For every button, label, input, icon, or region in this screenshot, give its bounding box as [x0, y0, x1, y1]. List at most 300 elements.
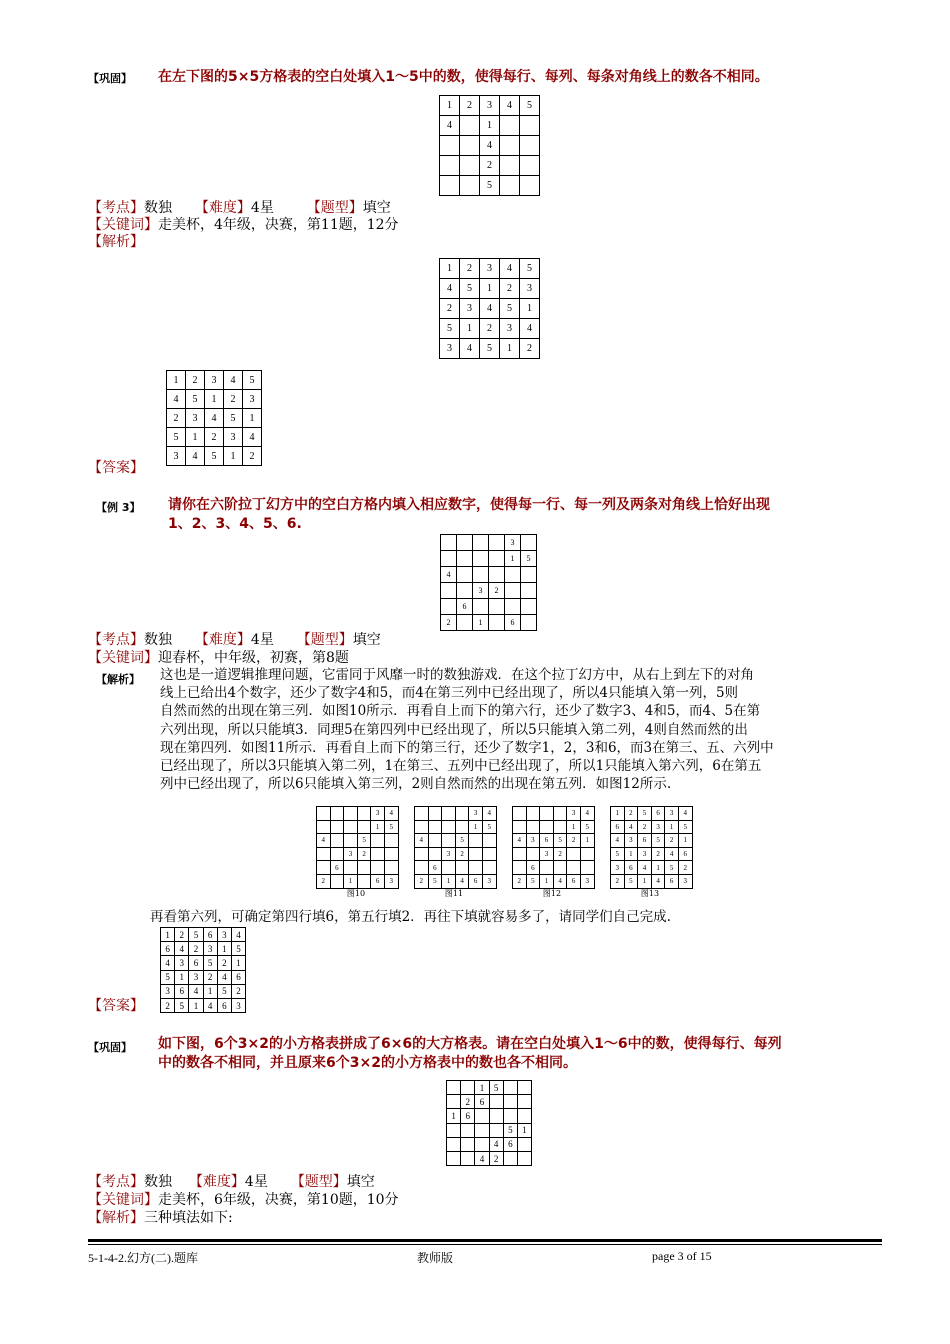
- grid-cell: 4: [203, 998, 217, 1012]
- grid-cell: 3: [624, 834, 638, 848]
- grid-cell: [457, 535, 473, 551]
- grid-cell: 1: [475, 1081, 489, 1095]
- grid-cell: [517, 1081, 531, 1095]
- nandu-value: 4星: [250, 632, 274, 648]
- grid-cell: 3: [205, 371, 224, 390]
- grid-cell: 6: [540, 834, 554, 848]
- grid-row: [447, 1095, 532, 1109]
- grid-row: [415, 834, 497, 848]
- grid-cell: [503, 1081, 517, 1095]
- grid-cell: 1: [460, 319, 480, 339]
- grid-cell: 1: [167, 371, 186, 390]
- grid-cell: [520, 176, 540, 196]
- grid-cell: [469, 861, 483, 875]
- figure-11-grid: [414, 806, 497, 889]
- grid-cell: 1: [505, 551, 521, 567]
- grid-row: [167, 390, 262, 409]
- grid-cell: 4: [460, 339, 480, 359]
- grid-cell: 2: [175, 928, 189, 942]
- grid-cell: 2: [440, 299, 460, 319]
- grid-cell: [513, 820, 527, 834]
- grid-cell: 1: [442, 874, 456, 888]
- paragraph-line: 已经出现了，所以3只能填入第二列，1在第三、五列中已经出现了，所以1只能填入第六列，6在第五: [160, 758, 762, 775]
- grid-cell: 1: [480, 116, 500, 136]
- grid-cell: [457, 615, 473, 631]
- grid-cell: [520, 136, 540, 156]
- grid-cell: [330, 874, 344, 888]
- grid-cell: [442, 820, 456, 834]
- grid-row: [161, 970, 246, 984]
- grid-cell: 2: [224, 390, 243, 409]
- grid-cell: [489, 567, 505, 583]
- grid-cell: 1: [611, 807, 625, 821]
- grid-cell: 3: [203, 942, 217, 956]
- grid-cell: 1: [189, 998, 203, 1012]
- grid-row: [415, 807, 497, 821]
- grid-cell: [384, 861, 398, 875]
- grid-cell: [567, 861, 581, 875]
- grid-cell: 3: [480, 259, 500, 279]
- grid-cell: 3: [520, 279, 540, 299]
- q3-meta-line2: [88, 1192, 399, 1209]
- kaodian-label: 【考点】: [88, 200, 144, 216]
- grid-row: [611, 874, 693, 888]
- grid-cell: [344, 861, 358, 875]
- grid-cell: [489, 551, 505, 567]
- kaodian-label: 【考点】: [88, 632, 144, 648]
- q2-meta-line2: [88, 650, 349, 667]
- grid-cell: [517, 1095, 531, 1109]
- grid-cell: 3: [243, 390, 262, 409]
- jiexi-value: 三种填法如下:: [144, 1210, 233, 1226]
- grid-cell: [442, 861, 456, 875]
- grid-cell: [520, 156, 540, 176]
- grid-cell: [580, 861, 594, 875]
- grid-cell: [441, 551, 457, 567]
- grid-cell: 2: [489, 1151, 503, 1165]
- grid-row: [611, 820, 693, 834]
- q1-meta-line2: [88, 217, 399, 234]
- grid-cell: 1: [520, 299, 540, 319]
- grid-cell: 5: [480, 176, 500, 196]
- keywords-value: 走美杯，4年级，决赛，第11题，12分: [158, 217, 399, 233]
- daan-label: 【答案】: [88, 998, 144, 1014]
- grid-cell: 1: [205, 390, 224, 409]
- q1-grid: [439, 95, 540, 196]
- grid-cell: 1: [638, 874, 652, 888]
- grid-cell: [469, 834, 483, 848]
- grid-cell: 3: [167, 447, 186, 466]
- grid-cell: 3: [526, 834, 540, 848]
- grid-cell: [371, 834, 385, 848]
- grid-cell: [521, 615, 537, 631]
- grid-cell: 5: [624, 874, 638, 888]
- tixing-value: 填空: [346, 1174, 375, 1190]
- grid-cell: [455, 807, 469, 821]
- footer-rule-thick: [88, 1239, 882, 1242]
- grid-cell: 1: [231, 956, 245, 970]
- grid-cell: [500, 136, 520, 156]
- grid-cell: [521, 599, 537, 615]
- grid-cell: [457, 567, 473, 583]
- grid-row: [447, 1109, 532, 1123]
- grid-cell: 2: [186, 371, 205, 390]
- grid-cell: 4: [175, 942, 189, 956]
- grid-cell: [461, 1137, 475, 1151]
- grid-cell: 2: [357, 847, 371, 861]
- grid-cell: 1: [651, 861, 665, 875]
- grid-cell: 5: [520, 259, 540, 279]
- grid-row: [317, 820, 399, 834]
- grid-cell: [344, 807, 358, 821]
- grid-cell: 4: [440, 279, 460, 299]
- grid-cell: 5: [489, 1081, 503, 1095]
- grid-cell: 1: [567, 820, 581, 834]
- grid-cell: [442, 834, 456, 848]
- grid-cell: [526, 820, 540, 834]
- keywords-value: 走美杯，6年级，决赛，第10题，10分: [158, 1192, 399, 1208]
- footer-left: 5-1-4-2.幻方(二).题库: [88, 1251, 198, 1265]
- kaodian-value: 数独: [144, 200, 172, 216]
- grid-cell: [317, 807, 331, 821]
- grid-cell: 5: [357, 834, 371, 848]
- grid-cell: 4: [611, 834, 625, 848]
- grid-cell: 5: [175, 998, 189, 1012]
- grid-cell: [473, 567, 489, 583]
- grid-cell: [553, 820, 567, 834]
- grid-cell: 2: [489, 583, 505, 599]
- grid-cell: 3: [224, 428, 243, 447]
- paragraph-line: 这也是一道逻辑推理问题，它雷同于风靡一时的数独游戏．在这个拉丁幻方中，从右上到左下的对角: [160, 667, 754, 683]
- grid-cell: [457, 583, 473, 599]
- q3-stem-line1: 如下图，6个3×2的小方格表拼成了6×6的大方格表。请在空白处填入1～6中的数，使得每行、每列: [158, 1036, 782, 1052]
- grid-cell: 1: [469, 820, 483, 834]
- grid-cell: 2: [217, 956, 231, 970]
- grid-cell: 1: [440, 96, 460, 116]
- grid-cell: [473, 535, 489, 551]
- grid-cell: 2: [461, 1095, 475, 1109]
- grid-cell: 2: [203, 970, 217, 984]
- grid-cell: 6: [503, 1137, 517, 1151]
- grid-cell: [440, 136, 460, 156]
- grid-cell: 5: [580, 820, 594, 834]
- grid-cell: 4: [161, 956, 175, 970]
- grid-cell: 2: [520, 339, 540, 359]
- grid-cell: 4: [231, 928, 245, 942]
- grid-row: [161, 942, 246, 956]
- grid-row: [611, 861, 693, 875]
- grid-row: [441, 599, 537, 615]
- tixing-label: 【题型】: [290, 1174, 347, 1190]
- grid-row: [611, 834, 693, 848]
- grid-cell: [447, 1081, 461, 1095]
- grid-cell: 4: [651, 874, 665, 888]
- grid-cell: [441, 583, 457, 599]
- grid-cell: 2: [500, 279, 520, 299]
- grid-row: [513, 807, 595, 821]
- paragraph-line: 六列出现，所以只能填3．同理5在第四列中已经出现了，所以5只能填入第二列，4则自然而然的出: [160, 721, 748, 738]
- grid-cell: 4: [624, 820, 638, 834]
- footer-rule-thin: [88, 1244, 882, 1245]
- grid-row: [440, 116, 540, 136]
- grid-row: [161, 984, 246, 998]
- grid-cell: 2: [205, 428, 224, 447]
- grid-row: [167, 428, 262, 447]
- grid-cell: 4: [665, 847, 679, 861]
- grid-cell: [489, 1123, 503, 1137]
- grid-cell: 2: [455, 847, 469, 861]
- grid-cell: 4: [480, 299, 500, 319]
- grid-cell: 4: [224, 371, 243, 390]
- grid-cell: 3: [217, 928, 231, 942]
- grid-cell: 2: [243, 447, 262, 466]
- grid-cell: [330, 820, 344, 834]
- grid-row: [440, 156, 540, 176]
- grid-cell: [540, 820, 554, 834]
- grid-cell: 2: [651, 847, 665, 861]
- grid-cell: 6: [567, 874, 581, 888]
- figure-13-caption: 图13: [640, 889, 660, 898]
- grid-cell: 5: [205, 447, 224, 466]
- grid-cell: 3: [480, 96, 500, 116]
- grid-cell: [475, 1123, 489, 1137]
- grid-cell: 3: [344, 847, 358, 861]
- grid-cell: [521, 535, 537, 551]
- grid-cell: [455, 820, 469, 834]
- grid-cell: [415, 820, 429, 834]
- grid-row: [415, 820, 497, 834]
- grid-cell: 3: [189, 970, 203, 984]
- grid-cell: [330, 834, 344, 848]
- footer-page: page 3 of 15: [652, 1249, 712, 1263]
- grid-cell: [460, 176, 480, 196]
- grid-row: [161, 998, 246, 1012]
- grid-cell: 6: [231, 970, 245, 984]
- grid-cell: [415, 847, 429, 861]
- grid-cell: 3: [460, 299, 480, 319]
- grid-cell: [503, 1095, 517, 1109]
- grid-cell: [428, 807, 442, 821]
- grid-row: [167, 371, 262, 390]
- grid-cell: [520, 116, 540, 136]
- jiexi-label: 【解析】: [88, 234, 144, 250]
- grid-cell: [482, 847, 496, 861]
- figure-12-caption: 图12: [542, 889, 562, 898]
- grid-cell: 5: [521, 551, 537, 567]
- grid-cell: 4: [217, 970, 231, 984]
- grid-cell: [460, 136, 480, 156]
- grid-cell: [475, 1109, 489, 1123]
- figure-10-grid: [316, 806, 399, 889]
- kaodian-label: 【考点】: [88, 1174, 144, 1190]
- grid-row: [440, 279, 540, 299]
- grid-cell: 5: [186, 390, 205, 409]
- grid-cell: 1: [517, 1123, 531, 1137]
- grid-cell: 3: [473, 583, 489, 599]
- grid-cell: 4: [441, 567, 457, 583]
- grid-cell: 6: [624, 861, 638, 875]
- grid-cell: [473, 551, 489, 567]
- grid-row: [317, 834, 399, 848]
- tixing-label: 【题型】: [296, 632, 353, 648]
- grid-cell: [440, 156, 460, 176]
- grid-cell: 2: [189, 942, 203, 956]
- grid-cell: 4: [480, 136, 500, 156]
- grid-cell: 4: [167, 390, 186, 409]
- kaodian-value: 数独: [144, 632, 172, 648]
- grid-cell: [500, 116, 520, 136]
- grid-cell: 5: [203, 956, 217, 970]
- q2-stem-line1: 请你在六阶拉丁幻方中的空白方格内填入相应数字，使得每一行、每一列及两条对角线上恰好出现: [168, 497, 770, 513]
- grid-cell: 3: [231, 998, 245, 1012]
- grid-cell: 6: [371, 874, 385, 888]
- grid-cell: 5: [500, 299, 520, 319]
- grid-cell: [357, 820, 371, 834]
- grid-cell: 1: [203, 984, 217, 998]
- grid-row: [441, 567, 537, 583]
- q3-tag: 【巩固】: [88, 1041, 132, 1054]
- grid-cell: 4: [455, 874, 469, 888]
- nandu-value: 4星: [244, 1174, 268, 1190]
- grid-cell: [489, 599, 505, 615]
- grid-cell: [371, 847, 385, 861]
- grid-cell: 4: [475, 1151, 489, 1165]
- grid-cell: 5: [526, 874, 540, 888]
- grid-cell: [540, 861, 554, 875]
- q1-answer-label: [88, 460, 144, 477]
- grid-cell: 6: [651, 807, 665, 821]
- grid-cell: 3: [482, 874, 496, 888]
- grid-cell: 4: [580, 807, 594, 821]
- grid-cell: [553, 861, 567, 875]
- grid-cell: 2: [161, 998, 175, 1012]
- grid-cell: 6: [217, 998, 231, 1012]
- grid-cell: [489, 615, 505, 631]
- q2-stem-line2: 1、2、3、4、5、6.: [168, 516, 302, 532]
- grid-row: [441, 535, 537, 551]
- grid-cell: [447, 1095, 461, 1109]
- grid-cell: 5: [678, 820, 692, 834]
- grid-cell: 5: [217, 984, 231, 998]
- grid-row: [440, 259, 540, 279]
- grid-row: [440, 319, 540, 339]
- grid-row: [161, 956, 246, 970]
- grid-cell: 5: [440, 319, 460, 339]
- grid-cell: [442, 807, 456, 821]
- grid-cell: 1: [217, 942, 231, 956]
- grid-row: [447, 1123, 532, 1137]
- grid-cell: 1: [500, 339, 520, 359]
- grid-cell: [469, 847, 483, 861]
- grid-cell: 1: [440, 259, 460, 279]
- grid-cell: [384, 847, 398, 861]
- grid-row: [441, 583, 537, 599]
- grid-cell: 3: [651, 820, 665, 834]
- grid-row: [415, 847, 497, 861]
- figure-13-grid: [610, 806, 693, 889]
- grid-cell: [505, 567, 521, 583]
- tixing-label: 【题型】: [306, 200, 363, 216]
- grid-cell: 4: [500, 96, 520, 116]
- grid-cell: [357, 861, 371, 875]
- grid-cell: 4: [384, 807, 398, 821]
- grid-cell: [455, 861, 469, 875]
- grid-cell: 4: [186, 447, 205, 466]
- grid-row: [440, 339, 540, 359]
- grid-row: [317, 807, 399, 821]
- grid-cell: [505, 583, 521, 599]
- grid-cell: 4: [317, 834, 331, 848]
- grid-cell: [475, 1137, 489, 1151]
- grid-cell: 5: [243, 371, 262, 390]
- grid-row: [167, 447, 262, 466]
- grid-cell: 2: [567, 834, 581, 848]
- grid-cell: 1: [480, 279, 500, 299]
- grid-cell: 5: [482, 820, 496, 834]
- grid-cell: [461, 1081, 475, 1095]
- grid-cell: [428, 834, 442, 848]
- grid-cell: 3: [567, 807, 581, 821]
- grid-cell: 1: [161, 928, 175, 942]
- grid-cell: [513, 861, 527, 875]
- keywords-label: 【关键词】: [88, 217, 158, 233]
- q2-follow-up: 再看第六列，可确定第四行填6，第五行填2．再往下填就容易多了，请同学们自己完成.: [150, 909, 671, 925]
- grid-cell: 4: [205, 409, 224, 428]
- grid-cell: [580, 847, 594, 861]
- grid-cell: [317, 847, 331, 861]
- grid-cell: [521, 567, 537, 583]
- grid-cell: 5: [161, 970, 175, 984]
- grid-row: [513, 874, 595, 888]
- grid-cell: 2: [460, 259, 480, 279]
- grid-cell: [457, 551, 473, 567]
- grid-cell: 2: [167, 409, 186, 428]
- grid-cell: 6: [505, 615, 521, 631]
- grid-cell: 6: [203, 928, 217, 942]
- grid-cell: 3: [580, 874, 594, 888]
- q1-answer-grid: [166, 370, 262, 466]
- grid-cell: [489, 1109, 503, 1123]
- grid-cell: [489, 535, 505, 551]
- grid-cell: 1: [624, 847, 638, 861]
- grid-cell: [384, 834, 398, 848]
- grid-cell: [344, 820, 358, 834]
- q1-tag: 【巩固】: [88, 72, 132, 85]
- grid-cell: [553, 807, 567, 821]
- grid-row: [611, 847, 693, 861]
- jiexi-label: 【解析】: [88, 1210, 144, 1226]
- grid-cell: [526, 847, 540, 861]
- grid-cell: 2: [480, 319, 500, 339]
- grid-cell: [517, 1137, 531, 1151]
- grid-row: [447, 1151, 532, 1165]
- tixing-value: 填空: [362, 200, 391, 216]
- grid-row: [317, 874, 399, 888]
- grid-cell: 1: [175, 970, 189, 984]
- grid-cell: [428, 847, 442, 861]
- grid-cell: 2: [441, 615, 457, 631]
- grid-cell: [415, 861, 429, 875]
- grid-row: [161, 928, 246, 942]
- nandu-label: 【难度】: [188, 1174, 245, 1190]
- grid-cell: 5: [455, 834, 469, 848]
- grid-cell: 6: [428, 861, 442, 875]
- grid-cell: [440, 176, 460, 196]
- grid-cell: [415, 807, 429, 821]
- grid-cell: 5: [520, 96, 540, 116]
- grid-cell: 3: [469, 807, 483, 821]
- grid-row: [440, 176, 540, 196]
